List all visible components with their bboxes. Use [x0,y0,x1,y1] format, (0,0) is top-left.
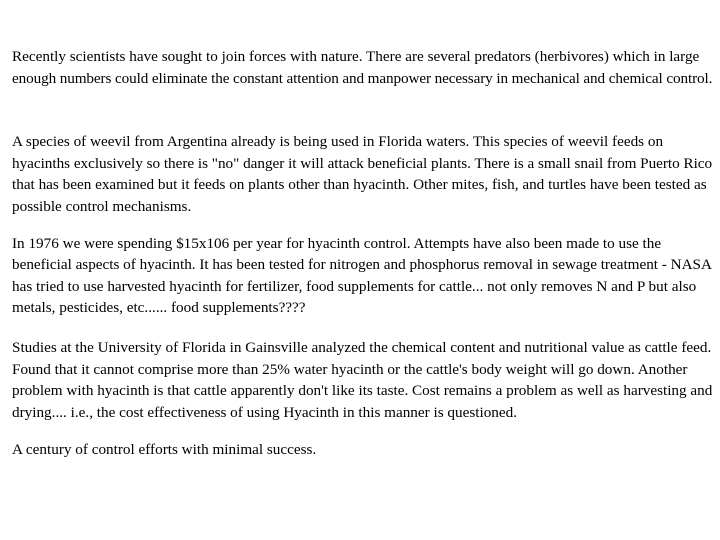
document-page [12,46,712,461]
paragraph-weevil [12,131,712,217]
paragraph-university-studies [12,337,712,423]
text-line: has tried to use harvested hyacinth for fertilizer, food supplements for cattle... not only removes N and P but also [12,277,697,295]
text-line: drying.... i.e., the cost effectiveness of using Hyacinth in this manner is questioned. [12,403,518,421]
text-line: A species of weevil from Argentina already is being used in Florida waters. This species of weevil feeds on [12,133,664,151]
text-line: hyacinths exclusively so there is "no" danger it will attack beneficial plants. There is a small snail from Puerto Rico [12,154,713,172]
text-line: enough numbers could eliminate the constant attention and manpower necessary in mechanical and chemical control. [12,69,713,87]
text-line: Found that it cannot comprise more than 25% water hyacinth or the cattle's body weight will go down. Another [12,360,688,378]
text-line: metals, pesticides, etc...... food supplements???? [12,299,306,317]
text-line: Studies at the University of Florida in Gainsville analyzed the chemical content and nutritional value as cattle feed. [12,338,712,356]
text-line: Recently scientists have sought to join forces with nature. There are several predators (herbivores) which in large [12,48,700,65]
text-line: possible control mechanisms. [12,197,192,215]
paragraph-natural-predators [12,46,712,89]
paragraph-conclusion [12,439,712,461]
paragraph-cost-and-uses [12,233,712,319]
text-line: that has been examined but it feeds on plants other than hyacinth. Other mites, fish, and turtles have been tested as [12,176,707,194]
text-line: A century of control efforts with minimal success. [12,441,317,459]
text-line: In 1976 we were spending $15x106 per year for hyacinth control. Attempts have also been made to use the [12,234,662,252]
text-line: problem with hyacinth is that cattle apparently don't like its taste. Cost remains a problem as well as harvesting and [12,382,713,400]
text-line: beneficial aspects of hyacinth. It has been tested for nitrogen and phosphorus removal in sewage treatment - NASA [12,256,712,274]
